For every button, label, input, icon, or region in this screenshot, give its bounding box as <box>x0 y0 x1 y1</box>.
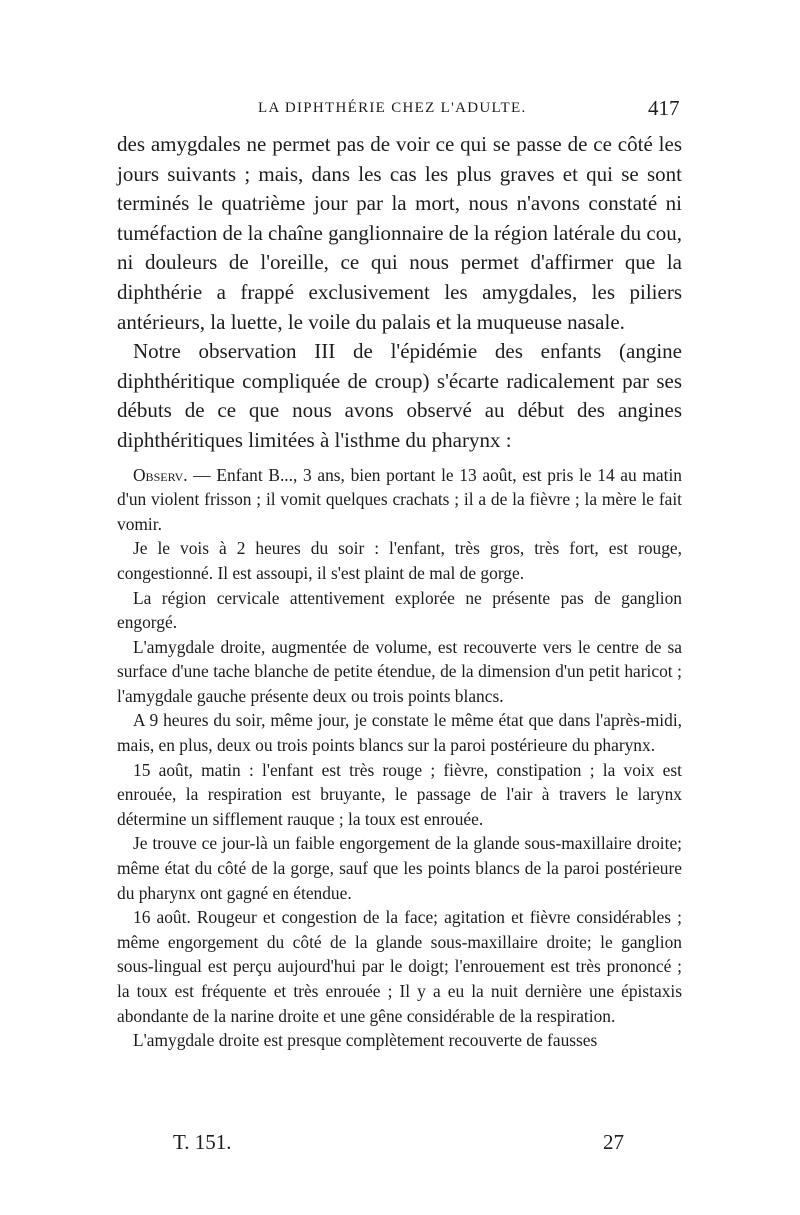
observation-paragraph-3: La région cervicale attentivement explorée ne présente pas de ganglion engorgé. <box>117 587 682 633</box>
running-title: LA DIPHTHÉRIE CHEZ L'ADULTE. <box>258 100 527 116</box>
observation-paragraph-5: A 9 heures du soir, même jour, je constate le même état que dans l'après-midi, mais, en plus, deux ou trois points blancs sur la paroi postérieure du pharynx. <box>117 710 682 756</box>
body-text <box>117 130 682 1053</box>
observation-paragraph-6: 15 août, matin : l'enfant est très rouge ; fièvre, constipation ; la voix est enrouée, la respiration est bruyante, le passage de l'air à travers le larynx détermine un sifflement rauque ; la toux est enrouée. <box>117 759 682 829</box>
observation-paragraph-9: L'amygdale droite est presque complètement recouverte de fausses <box>133 1030 598 1051</box>
page-footer <box>0 1130 800 1158</box>
signature-mark: 27 <box>603 1130 624 1154</box>
observation-paragraph-4: L'amygdale droite, augmentée de volume, est recouverte vers le centre de sa surface d'une tache blanche de petite étendue, de la dimension d'un petit haricot ; l'amygdale gauche présente deux ou trois points blancs. <box>117 636 682 706</box>
observation-paragraph-7: Je trouve ce jour-là un faible engorgement de la glande sous-maxillaire droite; même état du côté de la gorge, sauf que les points blancs de la paroi postérieure du pharynx ont gagné en étendue. <box>117 833 682 903</box>
paragraph-observation-intro: Notre observation III de l'épidémie des enfants (angine diphthéritique compliquée de croup) s'écarte radicalement par ses débuts de ce que nous avons observé au début des angines diphthéritiques limitées à l'isthme du pharynx : <box>117 339 682 452</box>
observation-paragraph-2: Je le vois à 2 heures du soir : l'enfant, très gros, très fort, est rouge, congestionné. Il est assoupi, il s'est plaint de mal de gorge. <box>117 538 682 583</box>
observation-dash: — <box>187 464 217 485</box>
observation-paragraph-1 <box>117 463 682 537</box>
observation-first-text: Enfant B..., 3 ans, bien portant le 13 août, est pris le 14 au matin d'un violent frisson ; il vomit quelques crachats ; il a de la fièvre ; la mère le fait vomir. <box>117 464 682 534</box>
paragraph-continuation: des amygdales ne permet pas de voir ce qui se passe de ce côté les jours suivants ; mais, dans les cas les plus graves et qui se sont terminés le quatrième jour par la mort, nous n'avons constaté ni tuméfaction de la chaîne ganglionnaire de la région latérale du cou, ni douleurs de l'oreille, ce qui nous permet d'affirmer que la diphthérie a frappé exclusivement les amygdales, les piliers antérieurs, la luette, le voile du palais et la muqueuse nasale. <box>117 132 683 334</box>
observation-label: Observ. <box>133 464 188 485</box>
volume-mark: T. 151. <box>173 1130 232 1154</box>
observation-paragraph-8: 16 août. Rougeur et congestion de la face; agitation et fièvre considérables ; même engorgement du côté de la glande sous-maxillaire droite; le ganglion sous-lingual est perçu aujourd'hui par le doigt; l'enrouement est très prononcé ; la toux est fréquente et très enrouée ; Il y a eu la nuit dernière une épistaxis abondante de la narine droite et une gêne considérable de la respiration. <box>117 907 682 1026</box>
running-head <box>0 96 800 124</box>
page-number: 417 <box>648 96 680 120</box>
